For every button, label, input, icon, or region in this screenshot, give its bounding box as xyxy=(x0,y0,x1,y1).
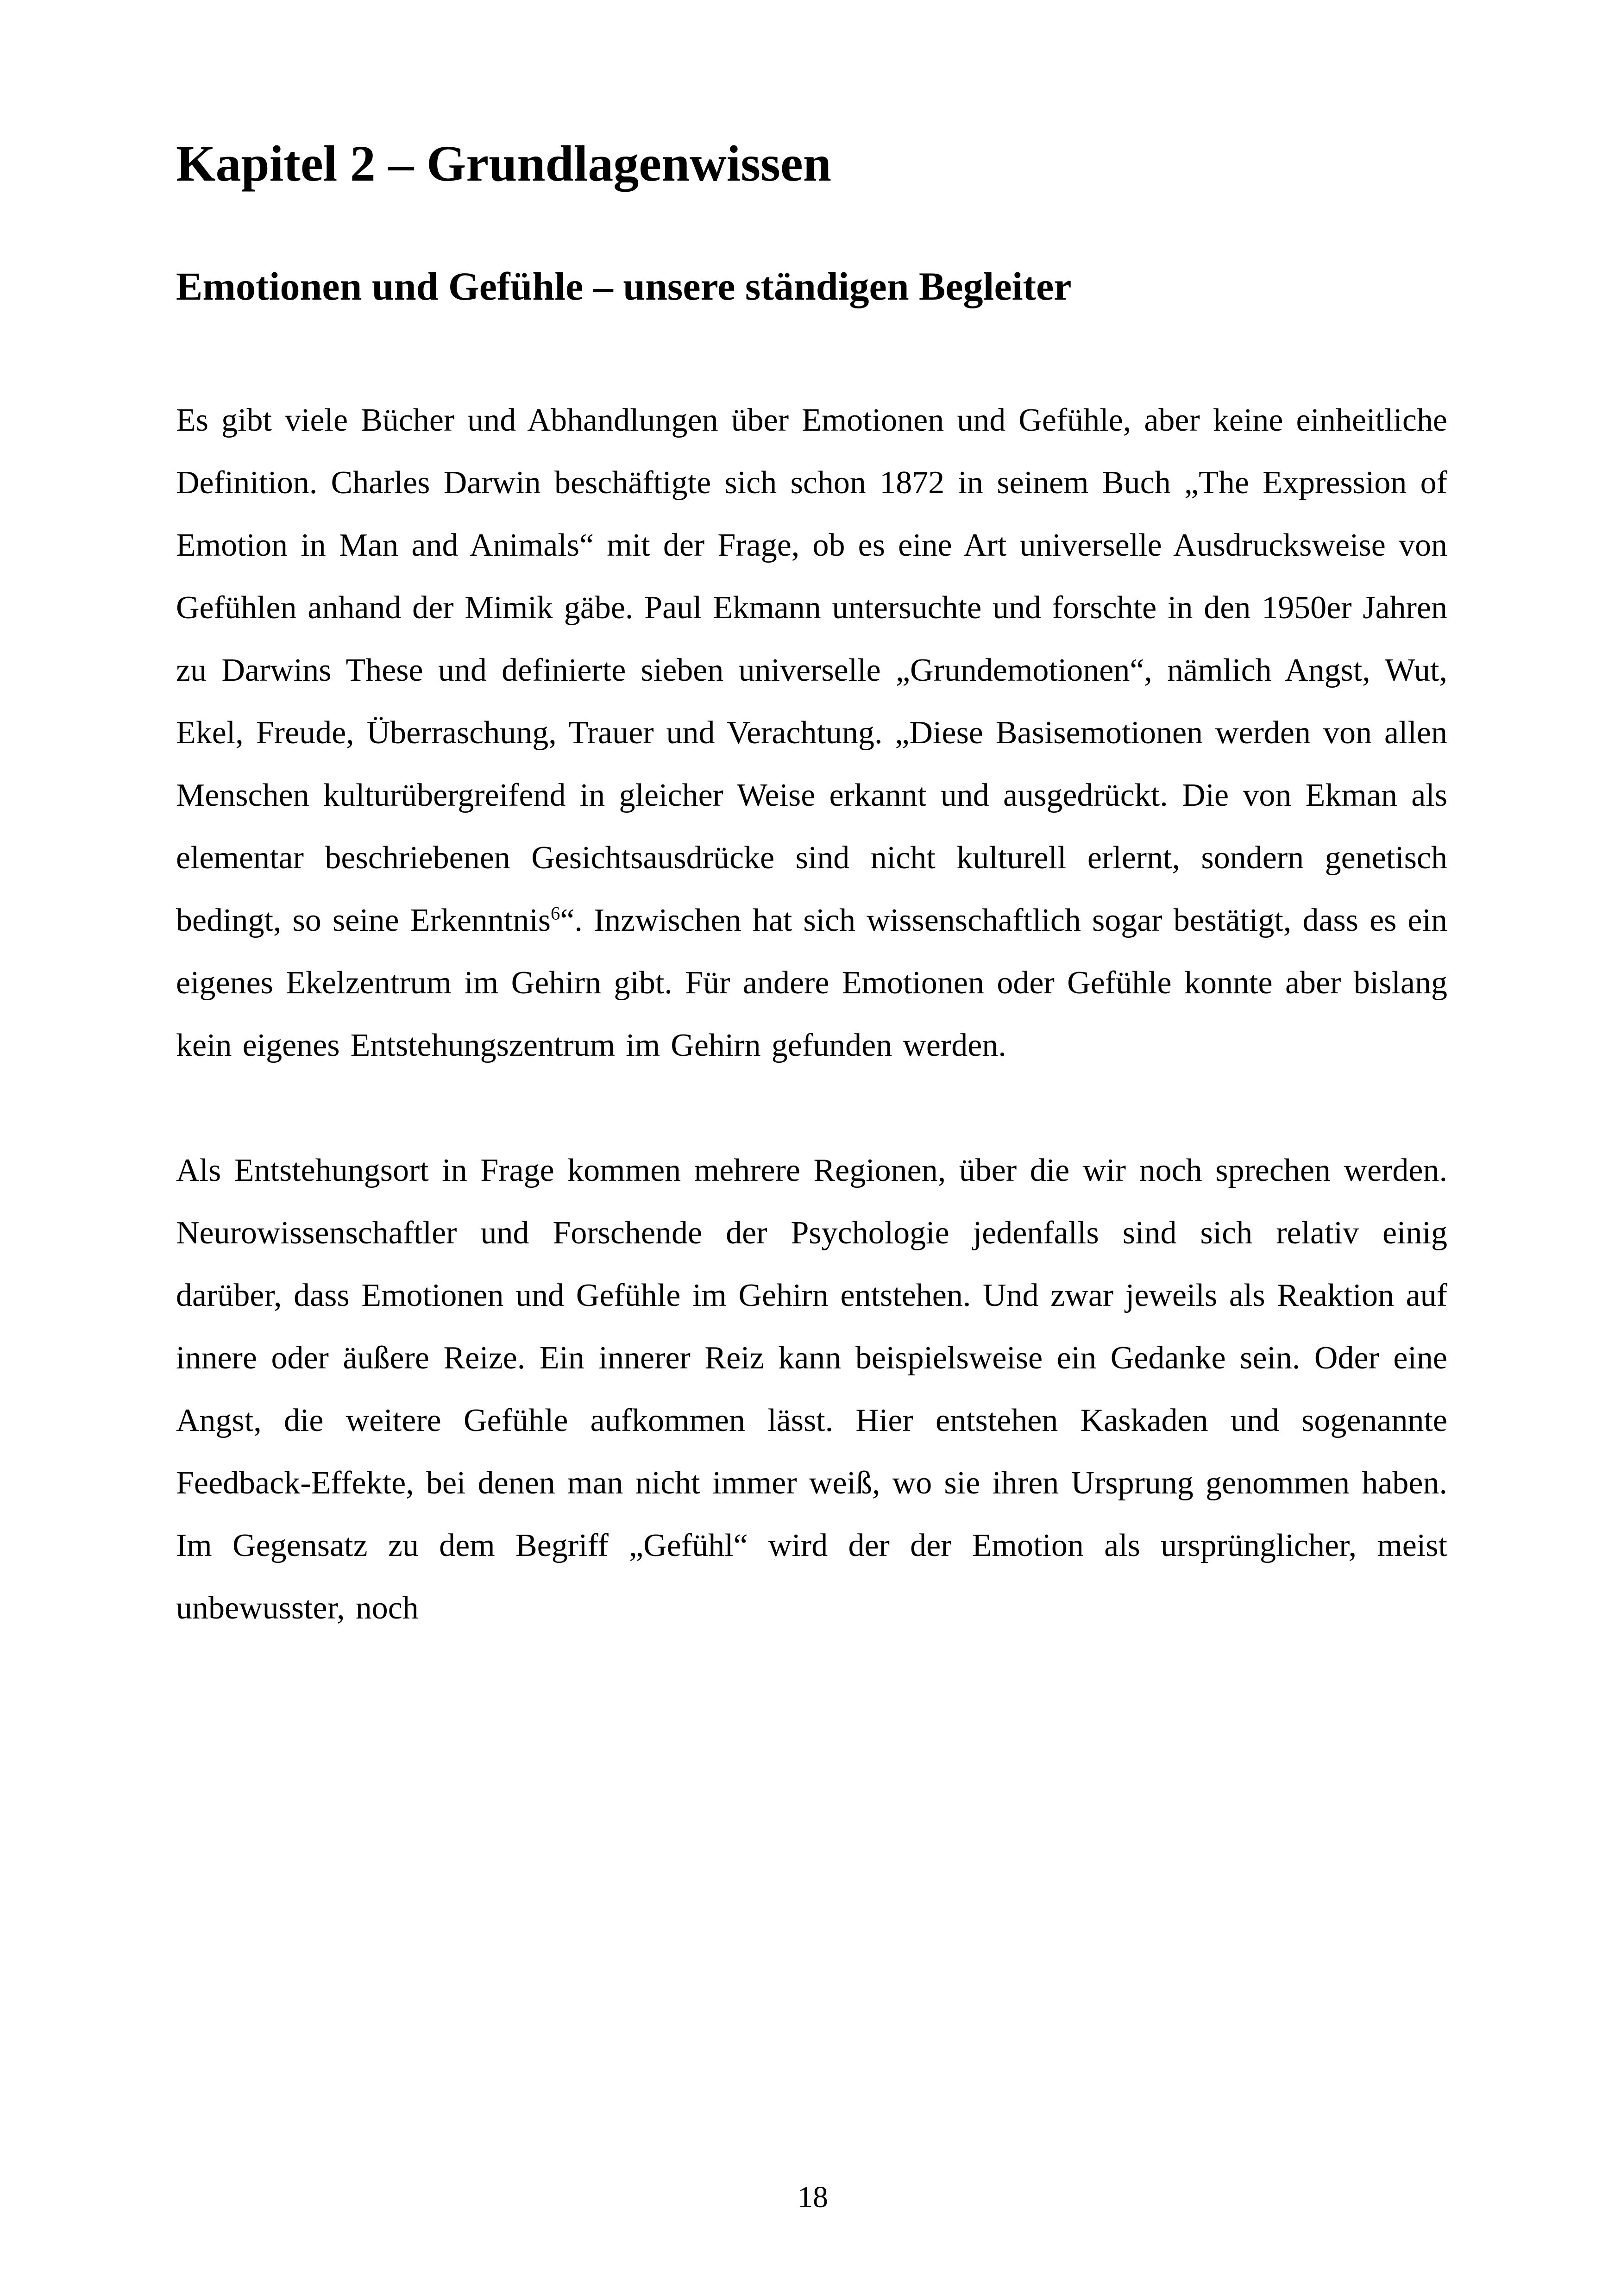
chapter-title: Kapitel 2 – Grundlagenwissen xyxy=(176,135,831,192)
section-title: Emotionen und Gefühle – unsere ständigen Begleiter xyxy=(176,263,1072,308)
footnote-marker: 6 xyxy=(551,903,560,924)
paragraph-1 xyxy=(176,389,1447,1077)
body-text xyxy=(176,389,1447,1639)
page-number: 18 xyxy=(798,2180,828,2214)
paragraph-1-text: Es gibt viele Bücher und Abhandlungen über Emotionen und Gefühle, aber keine einheitliche Definition. Charles Darwin beschäftigte sich schon 1872 in seinem Buch „The Expression of Emotion in Man and Animals“ mit der Frage, ob es eine Art universelle Ausdrucksweise von Gefühlen anhand der Mimik gäbe. Paul Ekmann untersuchte und forschte in den 1950er Jahren zu Darwins These und definierte sieben universelle „Grundemotionen“, nämlich Angst, Wut, Ekel, Freude, Überraschung, Trauer und Verachtung. „Diese Basisemotionen werden von allen Menschen kulturübergreifend in gleicher Weise erkannt und ausgedrückt. Die von Ekman als elementar beschriebenen Gesichtsausdrücke sind nicht kulturell erlernt, sondern genetisch bedingt, so seine Erkenntnis xyxy=(176,402,1447,938)
paragraph-1-text-after-footnote: “. Inzwischen hat sich wissenschaftlich sogar bestätigt, dass es ein eigenes Ekelzentrum im Gehirn gibt. Für andere Emotionen oder Gefühle konnte aber bislang kein eigenes Entstehungszentrum im Gehirn gefunden werden. xyxy=(176,902,1447,1063)
paragraph-2: Als Entstehungsort in Frage kommen mehrere Regionen, über die wir noch sprechen werden. Neurowissenschaftler und Forschende der Psychologie jedenfalls sind sich relativ einig darüber, dass Emotionen und Gefühle im Gehirn entstehen. Und zwar jeweils als Reaktion auf innere oder äußere Reize. Ein innerer Reiz kann beispielsweise ein Gedanke sein. Oder eine Angst, die weitere Gefühle aufkommen lässt. Hier entstehen Kaskaden und sogenannte Feedback-Effekte, bei denen man nicht immer weiß, wo sie ihren Ursprung genommen haben. Im Gegensatz zu dem Begriff „Gefühl“ wird der der Emotion als ursprünglicher, meist unbewusster, noch xyxy=(176,1152,1447,1626)
